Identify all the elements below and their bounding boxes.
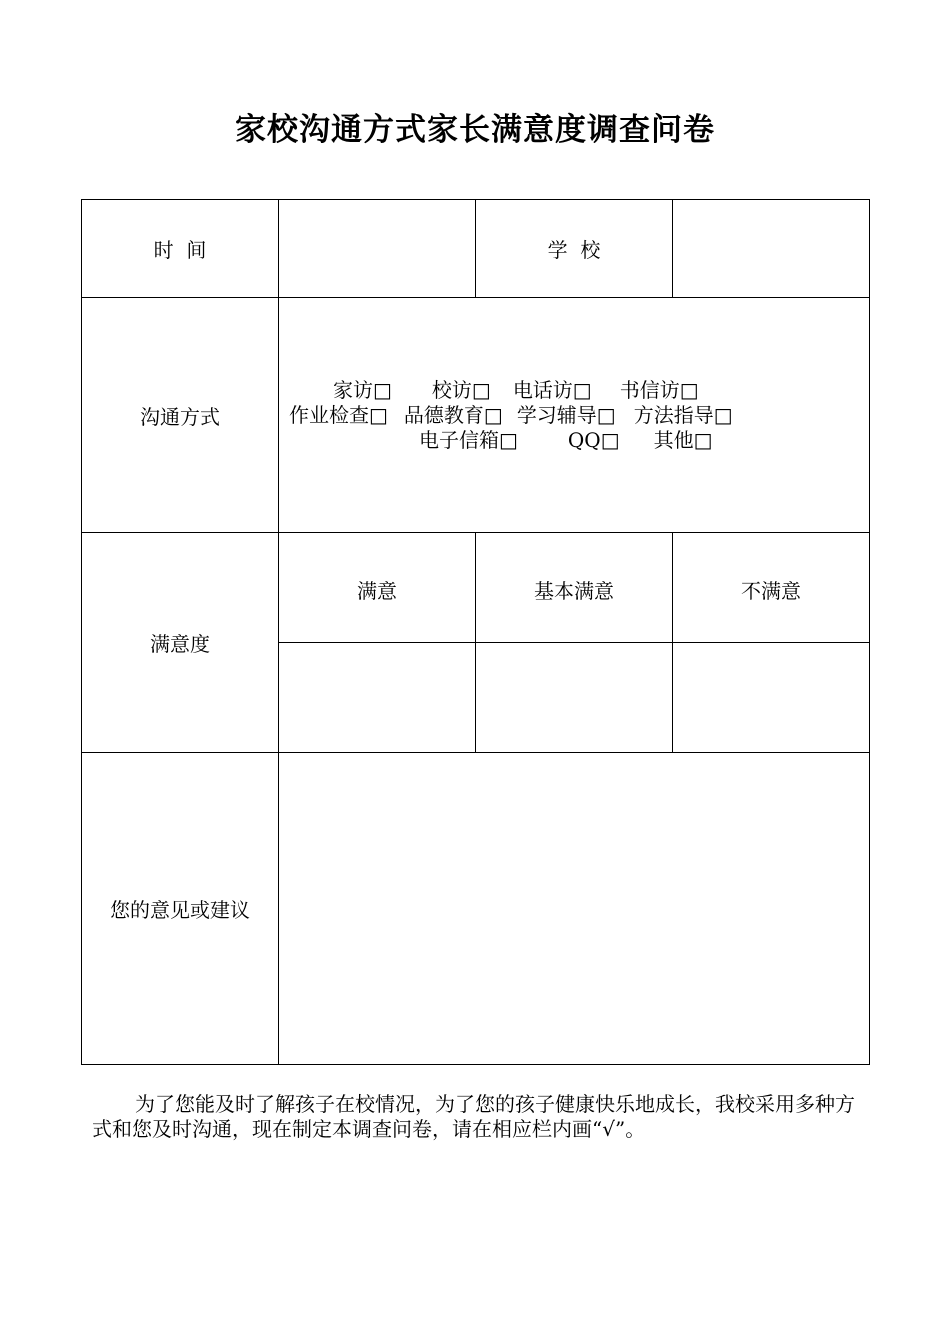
unsatisfied-check-cell[interactable] — [673, 643, 870, 753]
method-row-3 — [279, 428, 869, 453]
method-moral-education[interactable]: 品德教育□ — [403, 402, 503, 427]
intro-paragraph: 为了您能及时了解孩子在校情况，为了您的孩子健康快乐地成长，我校采用多种方式和您及时沟通，现在制定本调查问卷，请在相应栏内画“√”。 — [92, 1092, 855, 1141]
method-qq[interactable]: QQ□ — [567, 427, 620, 452]
time-label-text: 时 间 — [153, 238, 207, 262]
method-phone-visit[interactable]: 电话访□ — [512, 377, 592, 402]
method-homework-check[interactable]: 作业检查□ — [289, 402, 388, 427]
suggestion-label: 您的意见或建议 — [82, 753, 279, 1065]
method-letter-visit[interactable]: 书信访□ — [619, 377, 699, 402]
method-method-guidance[interactable]: 方法指导□ — [633, 402, 733, 427]
time-field[interactable] — [279, 200, 476, 298]
satisfaction-option-basically-satisfied: 基本满意 — [476, 533, 673, 643]
method-row-2 — [279, 403, 869, 428]
school-label-text: 学 校 — [547, 238, 601, 262]
school-label — [476, 200, 673, 298]
basically-satisfied-check-cell[interactable] — [476, 643, 673, 753]
method-email[interactable]: 电子信箱□ — [419, 427, 518, 452]
school-field[interactable] — [673, 200, 870, 298]
method-other[interactable]: 其他□ — [653, 427, 713, 452]
method-school-visit[interactable]: 校访□ — [431, 377, 491, 402]
survey-table — [81, 199, 870, 1065]
time-label — [82, 200, 279, 298]
page-title: 家校沟通方式家长满意度调查问卷 — [235, 112, 715, 148]
method-label: 沟通方式 — [82, 298, 279, 533]
method-options — [279, 298, 870, 533]
method-row-1 — [279, 378, 869, 403]
satisfaction-option-satisfied: 满意 — [279, 533, 476, 643]
method-options-block — [279, 378, 869, 453]
satisfaction-option-unsatisfied: 不满意 — [673, 533, 870, 643]
satisfaction-label: 满意度 — [82, 533, 279, 753]
method-study-tutoring[interactable]: 学习辅导□ — [516, 402, 616, 427]
method-home-visit[interactable]: 家访□ — [333, 377, 392, 402]
suggestion-field[interactable] — [279, 753, 870, 1065]
satisfied-check-cell[interactable] — [279, 643, 476, 753]
